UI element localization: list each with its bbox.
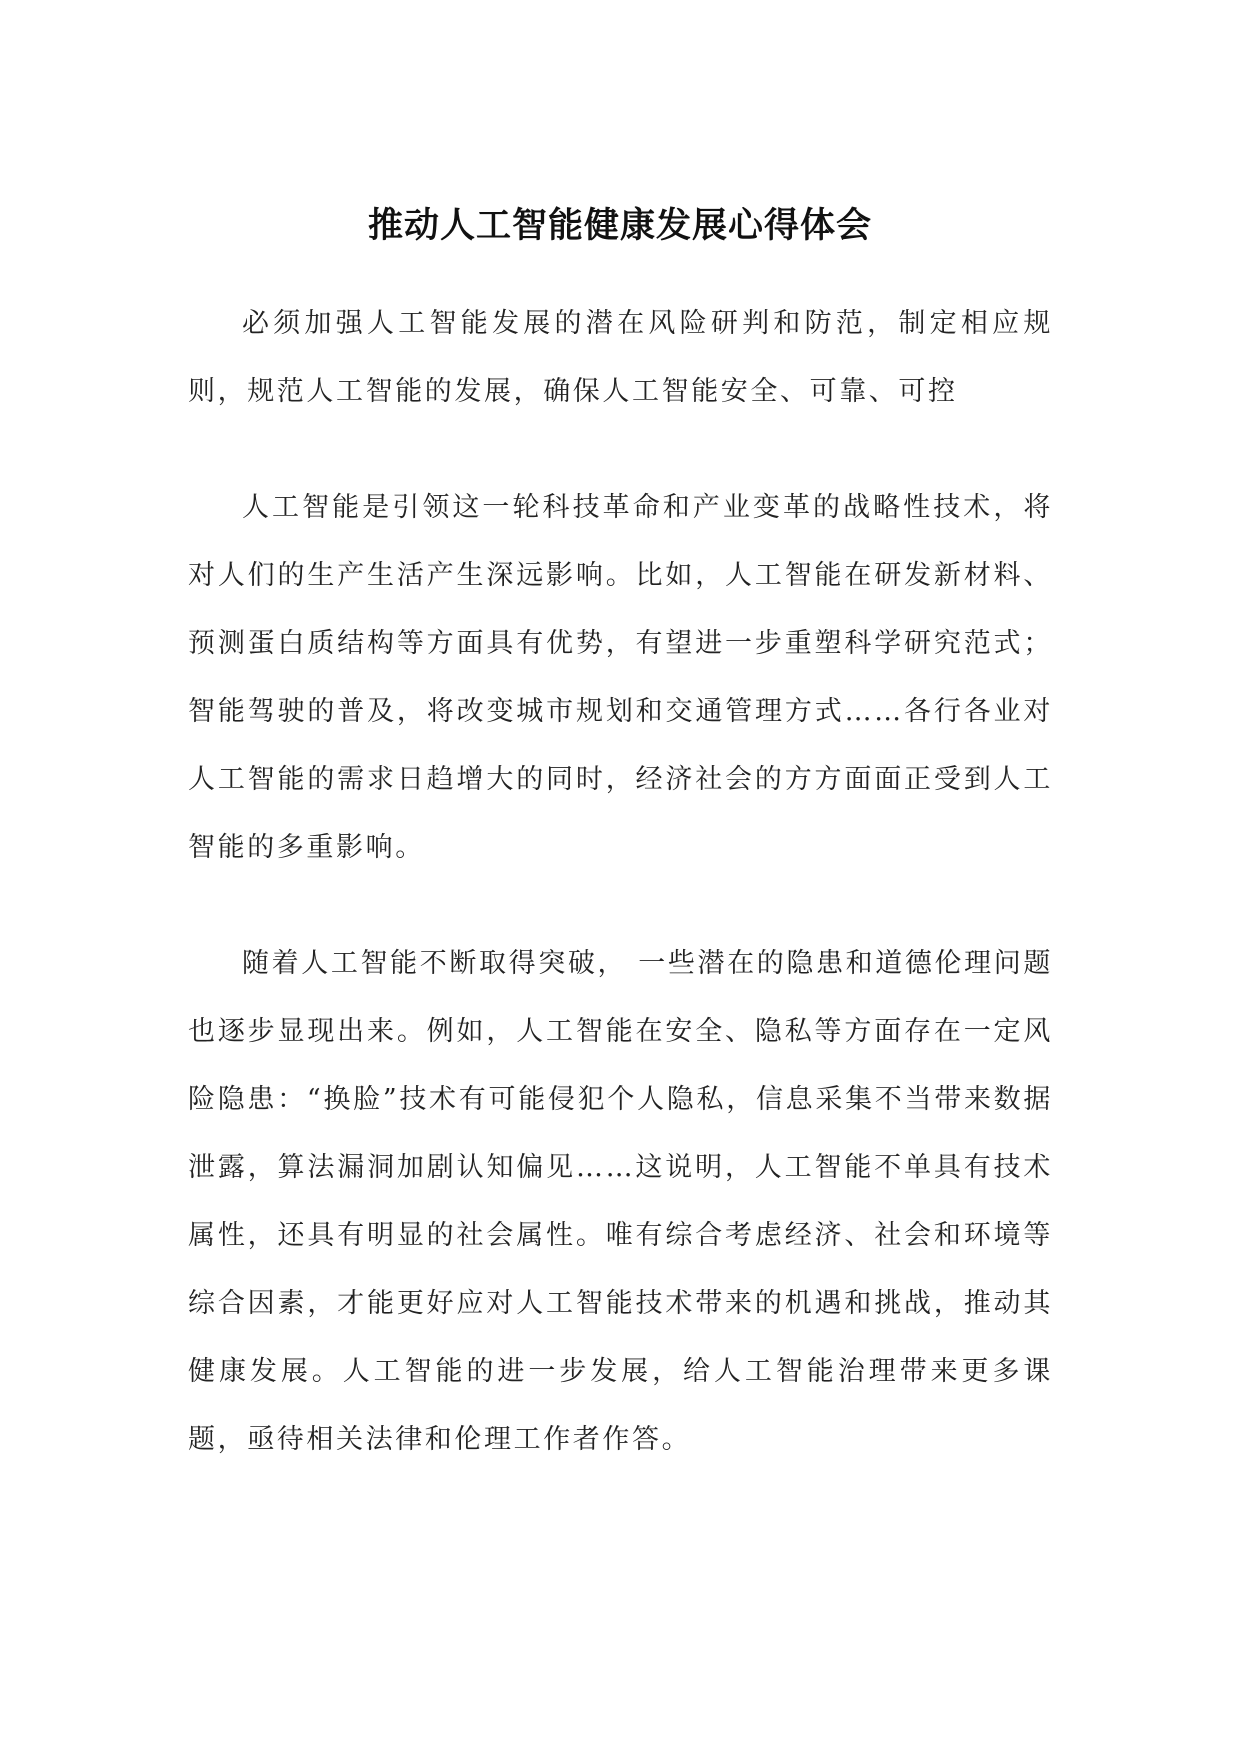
paragraph-1: 必须加强人工智能发展的潜在风险研判和防范，制定相应规则，规范人工智能的发展，确保人工智能安全、可靠、可控 — [188, 308, 1053, 407]
paragraph-2: 人工智能是引领这一轮科技革命和产业变革的战略性技术，将对人们的生产生活产生深远影响。比如，人工智能在研发新材料、预测蛋白质结构等方面具有优势，有望进一步重塑科学研究范式；智能驾驶的普及，将改变城市规划和交通管理方式……各行各业对人工智能的需求日趋增大的同时，经济社会的方方面面正受到人工智能的多重影响。 — [188, 492, 1053, 863]
document-title: 推动人工智能健康发展心得体会 — [367, 206, 872, 246]
paragraph-3: 随着人工智能不断取得突破， 一些潜在的隐患和道德伦理问题也逐步显现出来。例如，人工智能在安全、隐私等方面存在一定风险隐患：“换脸”技术有可能侵犯个人隐私，信息采集不当带来数据泄露，算法漏洞加剧认知偏见……这说明，人工智能不单具有技术属性，还具有明显的社会属性。唯有综合考虑经济、社会和环境等综合因素，才能更好应对人工智能技术带来的机遇和挑战，推动其健康发展。人工智能的进一步发展，给人工智能治理带来更多课题，亟待相关法律和伦理工作者作答。 — [188, 948, 1053, 1455]
